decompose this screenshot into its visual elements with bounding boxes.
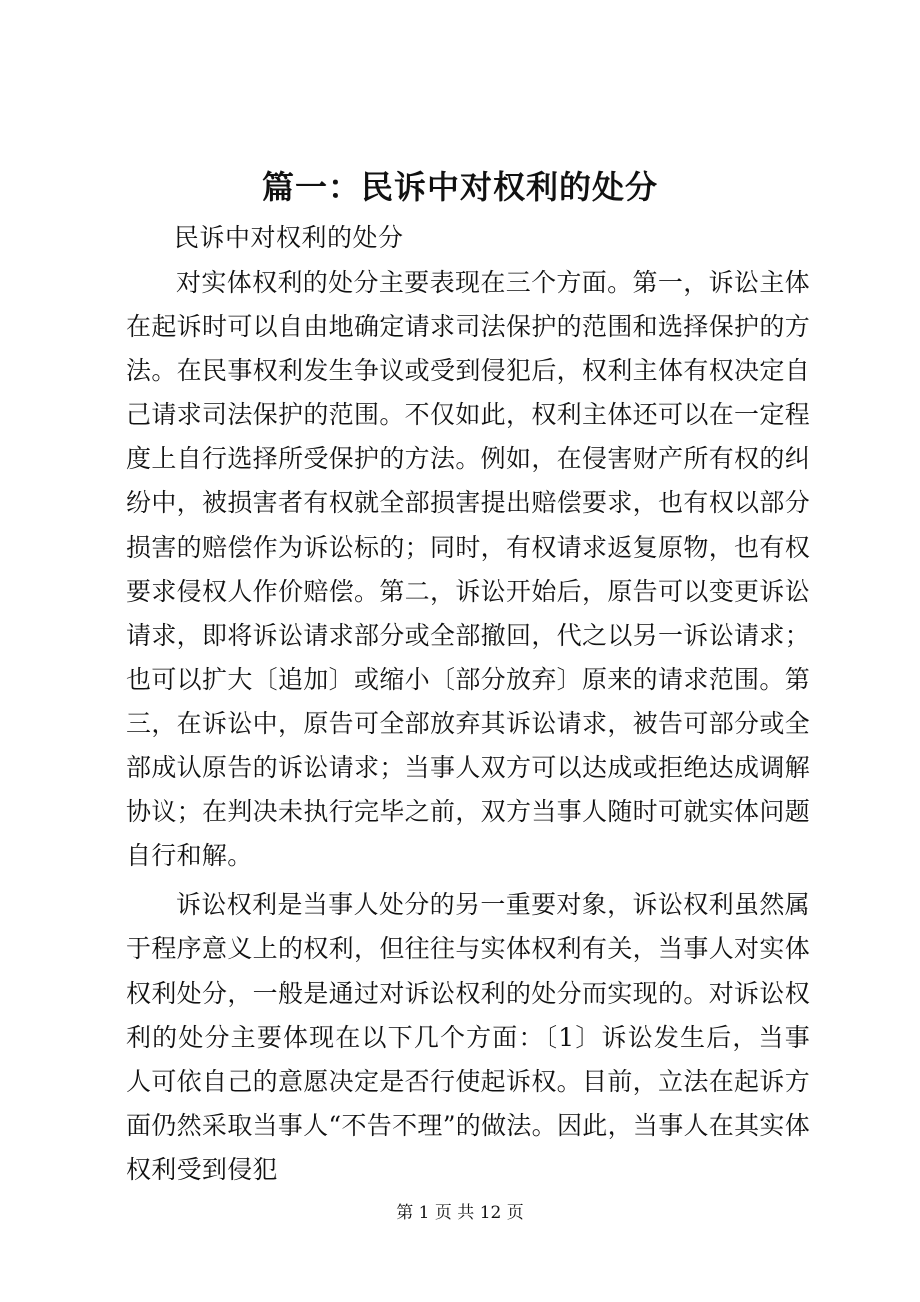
document-body	[126, 261, 810, 1192]
paragraph-1: 对实体权利的处分主要表现在三个方面。第一，诉讼主体在起诉时可以自由地确定请求司法保护的范围和选择保护的方法。在民事权利发生争议或受到侵犯后，权利主体有权决定自己请求司法保护的范围。不仅如此，权利主体还可以在一定程度上自行选择所受保护的方法。例如，在侵害财产所有权的纠纷中，被损害者有权就全部损害提出赔偿要求，也有权以部分损害的赔偿作为诉讼标的；同时，有权请求返复原物，也有权要求侵权人作价赔偿。第二，诉讼开始后，原告可以变更诉讼请求，即将诉讼请求部分或全部撤回，代之以另一诉讼请求；也可以扩大〔追加〕或缩小〔部分放弃〕原来的请求范围。第三，在诉讼中，原告可全部放弃其诉讼请求，被告可部分或全部成认原告的诉讼请求；当事人双方可以达成或拒绝达成调解协议；在判决未执行完毕之前，双方当事人随时可就实体问题自行和解。	[126, 268, 810, 871]
paragraph-2: 诉讼权利是当事人处分的另一重要对象，诉讼权利虽然属于程序意义上的权利，但往往与实体权利有关，当事人对实体权利处分，一般是通过对诉讼权利的处分而实现的。对诉讼权利的处分主要体现在以下几个方面：〔1〕诉讼发生后，当事人可依自己的意愿决定是否行使起诉权。目前，立法在起诉方面仍然采取当事人“不告不理”的做法。因此，当事人在其实体权利受到侵犯	[126, 890, 810, 1184]
page-number-footer: 第 1 页 共 12 页	[396, 1203, 524, 1223]
document-title: 篇一：民诉中对权利的处分	[261, 168, 658, 206]
document-subheading: 民诉中对权利的处分	[174, 223, 404, 252]
